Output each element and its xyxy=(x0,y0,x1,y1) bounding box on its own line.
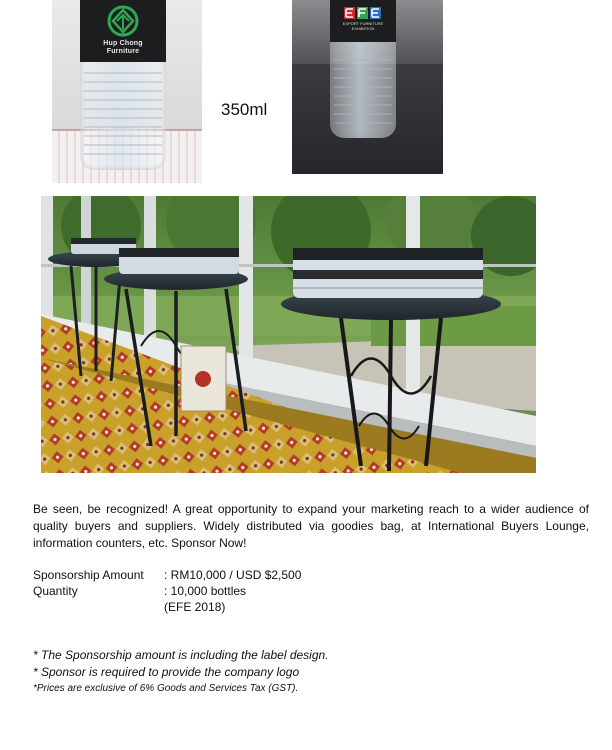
footnote-company-logo: * Sponsor is required to provide the company logo xyxy=(33,665,300,679)
sponsorship-amount-row xyxy=(33,567,433,583)
intro-paragraph: Be seen, be recognized! A great opportunity to expand your marketing reach to a wider audience of quality buyers and suppliers. Widely distributed via goodies bag, at International Buyers Lounge, information counters, etc. Sponsor Now! xyxy=(33,502,589,550)
footnote-gst: *Prices are exclusive of 6% Goods and Services Tax (GST). xyxy=(33,683,299,694)
quantity-note-row xyxy=(33,599,433,615)
quantity-row xyxy=(33,583,433,599)
exhibition-hall-photo xyxy=(41,196,536,473)
exhibition-name-line1: EXPORT FURNITURE xyxy=(342,21,384,26)
bottle-label xyxy=(330,0,396,42)
hup-chong-logo-icon xyxy=(106,4,140,38)
sponsorship-amount-value: : RM10,000 / USD $2,500 xyxy=(164,568,302,582)
quantity-value: : 10,000 bottles xyxy=(164,584,247,598)
exhibition-name-line2: EXHIBITION xyxy=(351,26,375,31)
quantity-label: Quantity xyxy=(33,584,78,598)
sponsorship-amount-label: Sponsorship Amount xyxy=(33,568,144,582)
water-bottle xyxy=(80,0,166,170)
footnote-label-design: * The Sponsorship amount is including the label design. xyxy=(33,648,329,662)
brand-name-line2: Furniture xyxy=(106,48,140,55)
efe-logo-icon xyxy=(343,6,383,20)
bottle-label xyxy=(80,0,166,62)
bottle-photo-hup-chong xyxy=(52,0,202,183)
bottle-volume: 350ml xyxy=(221,100,268,119)
hall-scene xyxy=(41,196,536,473)
bottle-photo-efe xyxy=(292,0,443,174)
water-bottle xyxy=(330,0,396,138)
brand-name-line1: Hup Chong xyxy=(103,40,143,47)
quantity-note: (EFE 2018) xyxy=(164,600,226,614)
